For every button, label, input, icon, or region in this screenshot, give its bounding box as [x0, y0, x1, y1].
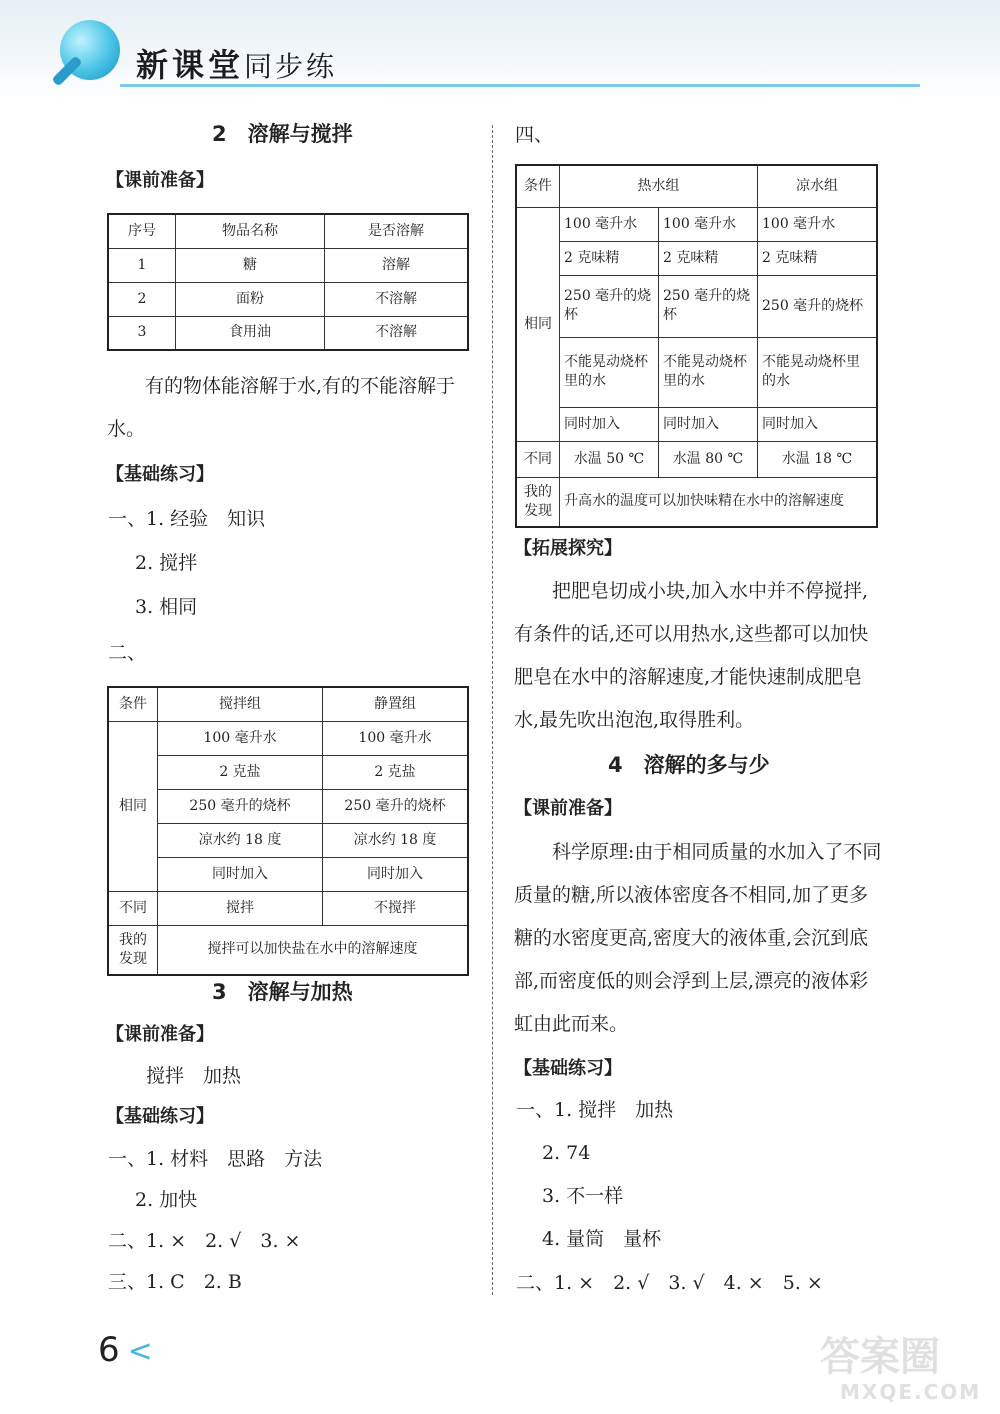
table-cell: 溶解 [325, 248, 469, 282]
answer-line: 2. 74 [542, 1142, 591, 1164]
table-cell: 250 毫升的烧杯 [158, 789, 323, 823]
table-cell: 2 克盐 [158, 755, 323, 789]
expand-label: 【拓展探究】 [514, 538, 622, 559]
table-cell: 凉水约 18 度 [158, 823, 323, 857]
table-cell: 同时加入 [758, 407, 878, 441]
answer-line: 二、 [108, 642, 147, 664]
table-header: 凉水组 [758, 165, 878, 207]
paragraph: 有的物体能溶解于水,有的不能溶解于水。 [107, 375, 456, 440]
answer-line: 三、1. C 2. B [108, 1271, 242, 1293]
table-cell: 不同 [108, 891, 158, 925]
table-header: 条件 [108, 687, 158, 721]
table-header: 搅拌组 [158, 687, 323, 721]
table-cell: 搅拌 [158, 891, 323, 925]
table-cell: 250 毫升的烧杯 [323, 789, 469, 823]
table-cell: 升高水的温度可以加快味精在水中的溶解速度 [560, 477, 878, 527]
page-header [0, 0, 1000, 100]
table-cell: 糖 [176, 248, 325, 282]
answer-line: 2. 搅拌 [135, 552, 198, 574]
table-cell: 同时加入 [323, 857, 469, 891]
table-cell: 100 毫升水 [560, 207, 659, 241]
prep-label: 【课前准备】 [514, 798, 622, 819]
table-cell: 不能晃动烧杯里的水 [659, 337, 758, 407]
table-cell: 相同 [108, 721, 158, 891]
table-cell: 我的发现 [516, 477, 560, 527]
table-header: 序号 [108, 214, 176, 248]
table-cell: 不能晃动烧杯里的水 [560, 337, 659, 407]
section-2-title: 2 溶解与搅拌 [212, 122, 353, 146]
table-cell: 2 克盐 [323, 755, 469, 789]
header-rule [120, 84, 920, 87]
answer-line: 四、 [515, 124, 554, 146]
table-cell: 2 [108, 282, 176, 316]
table-cell: 同时加入 [560, 407, 659, 441]
answer-line: 2. 加快 [135, 1189, 198, 1211]
paragraph: 科学原理:由于相同质量的水加入了不同质量的糖,所以液体密度各不相同,加了更多糖的水密度更高,密度大的液体重,会沉到底部,而密度低的则会浮到上层,漂亮的液体彩虹由此而来。 [514, 841, 882, 1035]
stir-table [107, 686, 469, 976]
table-cell: 2 克味精 [758, 241, 878, 275]
table-cell: 不同 [516, 441, 560, 477]
table-cell: 同时加入 [158, 857, 323, 891]
book-title [136, 40, 337, 86]
basic-label: 【基础练习】 [514, 1058, 622, 1079]
table-cell: 250 毫升的烧杯 [758, 275, 878, 337]
table-cell: 同时加入 [659, 407, 758, 441]
watermark-logo: 答案圈 [820, 1334, 940, 1380]
table-cell: 搅拌可以加快盐在水中的溶解速度 [158, 925, 469, 975]
table-cell: 3 [108, 316, 176, 350]
section-4-title: 4 溶解的多与少 [608, 753, 770, 777]
table-cell: 水温 80 ℃ [659, 441, 758, 477]
table-cell: 100 毫升水 [758, 207, 878, 241]
basic-label: 【基础练习】 [106, 1106, 214, 1127]
section-3-title: 3 溶解与加热 [212, 980, 353, 1004]
table-cell: 不溶解 [325, 316, 469, 350]
table-cell: 不溶解 [325, 282, 469, 316]
table-cell: 面粉 [176, 282, 325, 316]
table-cell: 凉水约 18 度 [323, 823, 469, 857]
chevron-left-icon: < [127, 1334, 153, 1369]
answer-line: 3. 不一样 [542, 1185, 624, 1207]
answer-line: 一、1. 搅拌 加热 [516, 1099, 674, 1121]
table-header: 热水组 [560, 165, 758, 207]
table-cell: 不搅拌 [323, 891, 469, 925]
table-header: 条件 [516, 165, 560, 207]
table-header: 是否溶解 [325, 214, 469, 248]
table-header: 静置组 [323, 687, 469, 721]
table-cell: 250 毫升的烧杯 [560, 275, 659, 337]
page-number [98, 1330, 153, 1370]
table-cell: 相同 [516, 207, 560, 441]
answer-line: 4. 量筒 量杯 [542, 1228, 662, 1250]
table-cell: 不能晃动烧杯里的水 [758, 337, 878, 407]
answer-line: 搅拌 加热 [146, 1065, 242, 1087]
basic-label: 【基础练习】 [106, 464, 214, 485]
table-cell: 250 毫升的烧杯 [659, 275, 758, 337]
table-cell: 100 毫升水 [158, 721, 323, 755]
table-cell: 食用油 [176, 316, 325, 350]
answer-line: 3. 相同 [135, 596, 198, 618]
prep-label: 【课前准备】 [106, 1024, 214, 1045]
answer-line: 二、1. × 2. √ 3. × [108, 1230, 301, 1252]
answer-line: 二、1. × 2. √ 3. √ 4. × 5. × [516, 1272, 823, 1294]
paragraph: 把肥皂切成小块,加入水中并不停搅拌,有条件的话,还可以用热水,这些都可以加快肥皂在水中的溶解速度,才能快速制成肥皂水,最先吹出泡泡,取得胜利。 [514, 580, 869, 731]
table-cell: 2 克味精 [659, 241, 758, 275]
table-cell: 1 [108, 248, 176, 282]
table-cell: 我的发现 [108, 925, 158, 975]
table-cell: 水温 50 ℃ [560, 441, 659, 477]
heat-table [515, 164, 878, 528]
table-cell: 2 克味精 [560, 241, 659, 275]
book-title-sub: 同步练 [244, 50, 338, 83]
column-divider [492, 125, 493, 1295]
answer-line: 一、1. 材料 思路 方法 [108, 1148, 323, 1170]
table-header: 物品名称 [176, 214, 325, 248]
watermark-url: MXQE.COM [840, 1380, 982, 1404]
table-cell: 水温 18 ℃ [758, 441, 878, 477]
answer-line: 一、1. 经验 知识 [108, 508, 266, 530]
table-cell: 100 毫升水 [323, 721, 469, 755]
book-title-main: 新课堂 [136, 46, 245, 84]
page-number-value: 6 [98, 1330, 120, 1370]
prep-label: 【课前准备】 [106, 170, 214, 191]
table-cell: 100 毫升水 [659, 207, 758, 241]
dissolve-table [107, 213, 469, 351]
